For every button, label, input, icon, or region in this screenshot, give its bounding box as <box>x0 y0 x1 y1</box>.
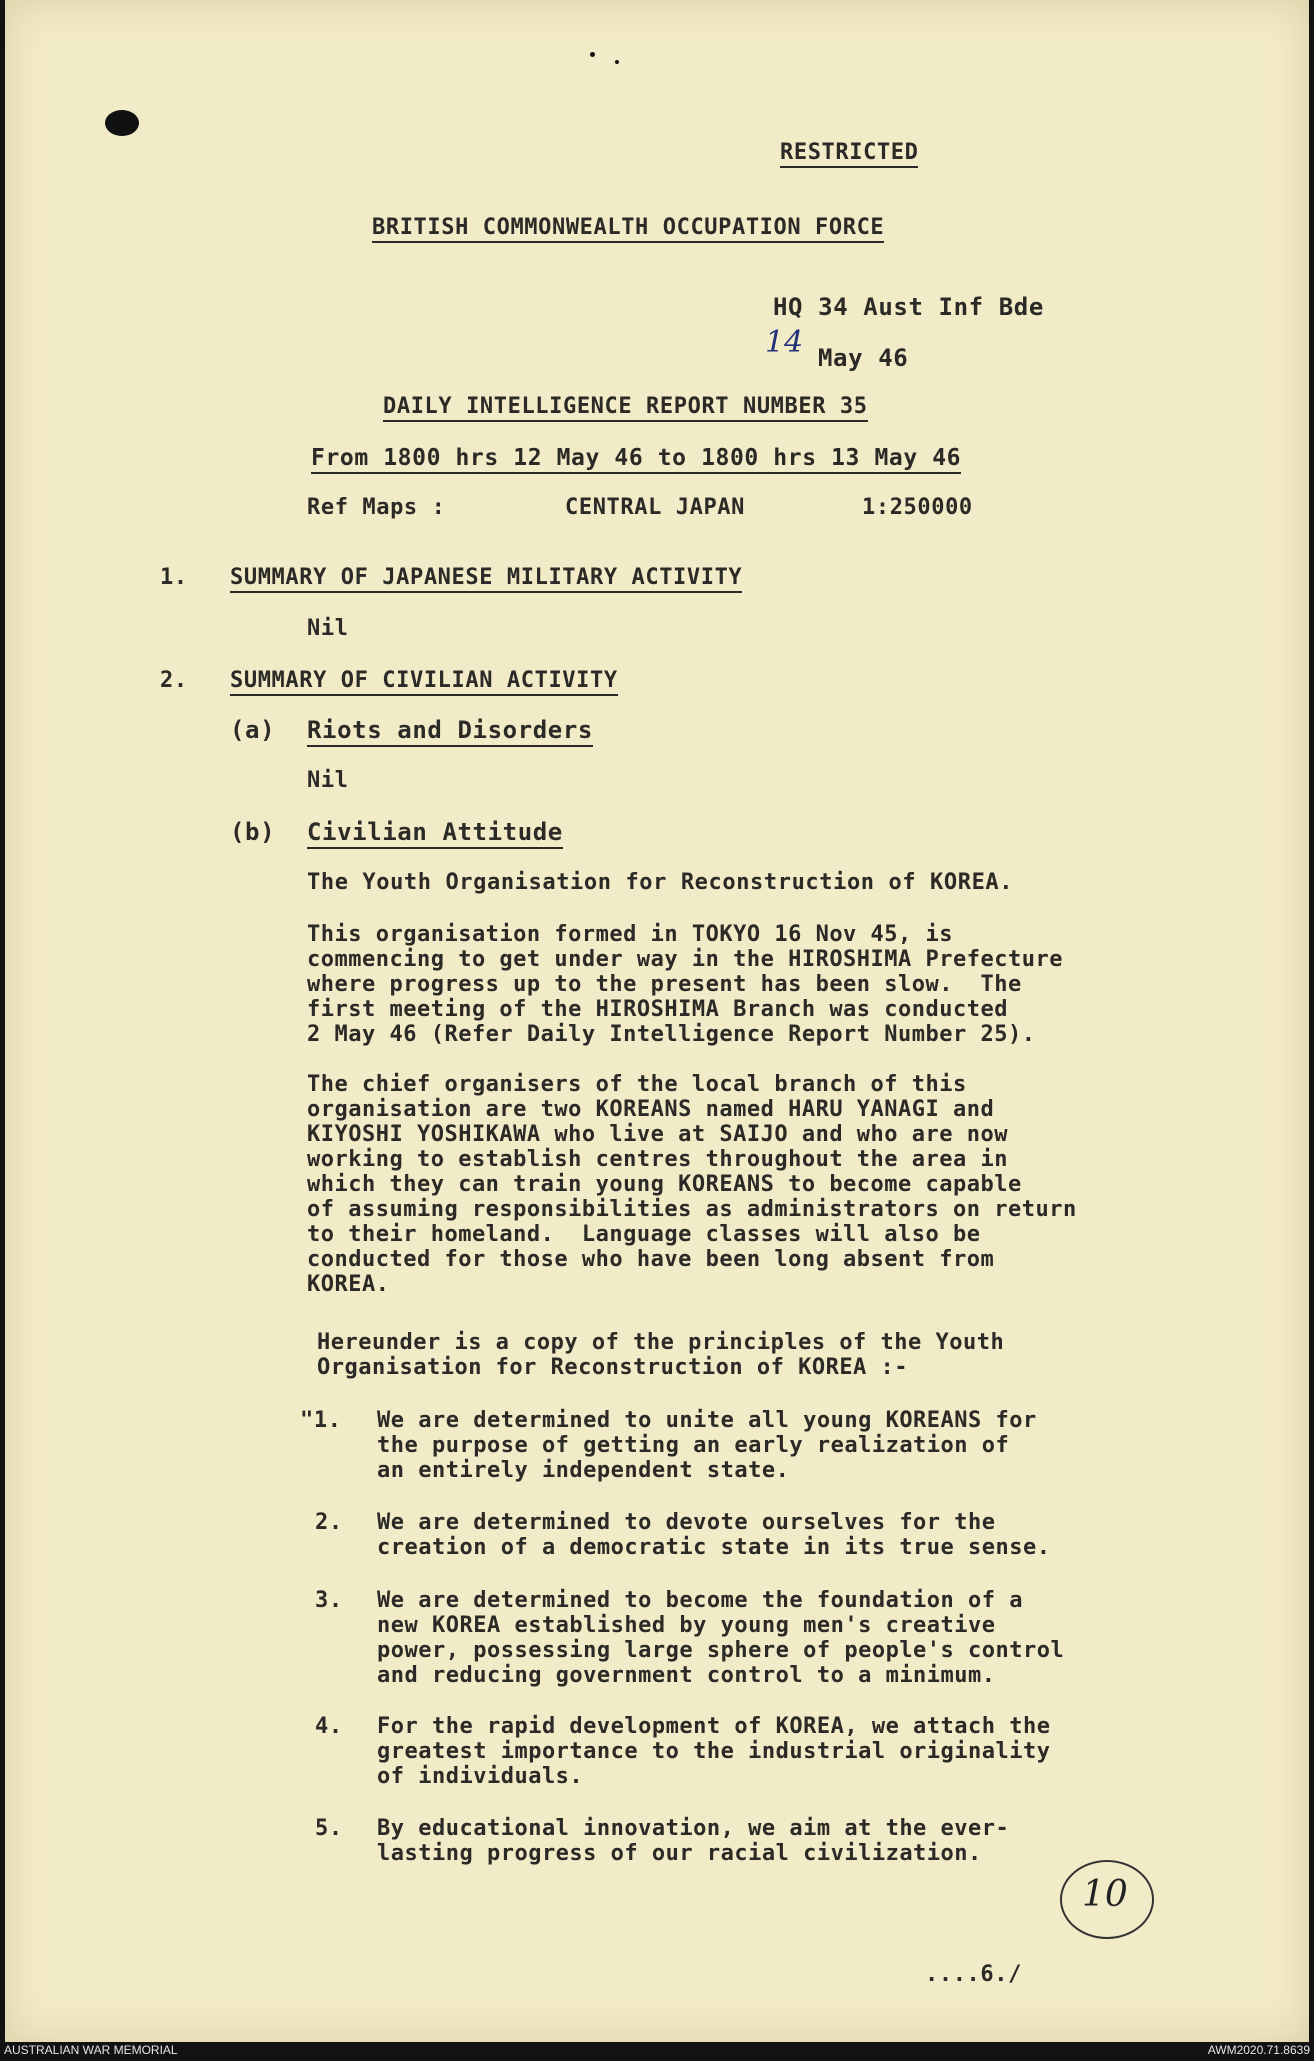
subsection-b-label: (b) <box>230 818 276 846</box>
paragraph-principles-intro: Hereunder is a copy of the principles of the Youth Organisation for Reconstruction of KOREA :- <box>317 1330 1005 1380</box>
report-title: DAILY INTELLIGENCE REPORT NUMBER 35 <box>383 394 868 422</box>
classification: RESTRICTED <box>780 140 918 168</box>
subsection-a-title: Riots and Disorders <box>307 716 593 747</box>
principle-text: By educational innovation, we aim at the ever- lasting progress of our racial civilization. <box>377 1816 1010 1866</box>
page-number-circle <box>1060 1860 1154 1939</box>
principle-text: We are determined to devote ourselves for the creation of a democratic state in its true sense. <box>377 1510 1051 1560</box>
principle-number: 5. <box>315 1816 343 1841</box>
report-period: From 1800 hrs 12 May 46 to 1800 hrs 13 May 46 <box>311 445 961 474</box>
organisation-heading: The Youth Organisation for Reconstruction of KOREA. <box>307 870 1014 895</box>
continuation-marker: ....6./ <box>925 1962 1022 1987</box>
footer-credit: AUSTRALIAN WAR MEMORIAL <box>4 2043 178 2057</box>
section-1-number: 1. <box>160 565 188 590</box>
paragraph-formation: This organisation formed in TOKYO 16 Nov 45, is commencing to get under way in the HIROSHIMA Prefecture where progress up to the present has been slow. The first meeting of the HIROSHIMA Branch was conducted 2 May 46 (Refer Daily Intelligence Report Number 25). <box>307 922 1063 1047</box>
handwritten-date: 14 <box>765 325 804 360</box>
principle-text: For the rapid development of KOREA, we attach the greatest importance to the industrial originality of individuals. <box>377 1714 1051 1789</box>
footer-accession-number: AWM2020.71.8639 <box>1207 2043 1310 2057</box>
principle-text: We are determined to become the foundation of a new KOREA established by young men's creative power, possessing large sphere of people's control and reducing government control to a minimum. <box>377 1588 1065 1688</box>
principle-number: 3. <box>315 1588 343 1613</box>
section-2-number: 2. <box>160 668 188 693</box>
ref-map-name: CENTRAL JAPAN <box>565 495 745 520</box>
ink-blot <box>105 110 139 136</box>
principle-text: We are determined to unite all young KOREANS for the purpose of getting an early realization of an entirely independent state. <box>377 1408 1037 1483</box>
section-1-title: SUMMARY OF JAPANESE MILITARY ACTIVITY <box>230 565 742 593</box>
subsection-b-title: Civilian Attitude <box>307 818 563 849</box>
subsection-a-content: Nil <box>307 768 349 793</box>
document-page <box>5 0 1309 2042</box>
ref-maps-label: Ref Maps : <box>307 495 446 520</box>
organisation-title: BRITISH COMMONWEALTH OCCUPATION FORCE <box>372 215 884 243</box>
subsection-a-label: (a) <box>230 716 276 744</box>
principle-number: 4. <box>315 1714 343 1739</box>
principle-number: 2. <box>315 1510 343 1535</box>
principle-number: "1. <box>300 1408 342 1433</box>
date-line: May 46 <box>818 344 909 372</box>
section-2-title: SUMMARY OF CIVILIAN ACTIVITY <box>230 668 618 696</box>
ink-dot <box>590 52 595 57</box>
section-1-content: Nil <box>307 616 349 641</box>
ink-dot <box>615 60 619 64</box>
hq-line: HQ 34 Aust Inf Bde <box>773 293 1044 321</box>
paragraph-organisers: The chief organisers of the local branch of this organisation are two KOREANS named HARU YANAGI and KIYOSHI YOSHIKAWA who live at SAIJO and who are now working to establish centres throughout the area in which they can train young KOREANS to become capable of assuming responsibilities as administrators on return to their homeland. Language classes will also be conducted for those who have been long absent from KOREA. <box>307 1072 1077 1297</box>
page-number-handwritten: 10 <box>1082 1874 1128 1915</box>
ref-map-scale: 1:250000 <box>862 495 973 520</box>
